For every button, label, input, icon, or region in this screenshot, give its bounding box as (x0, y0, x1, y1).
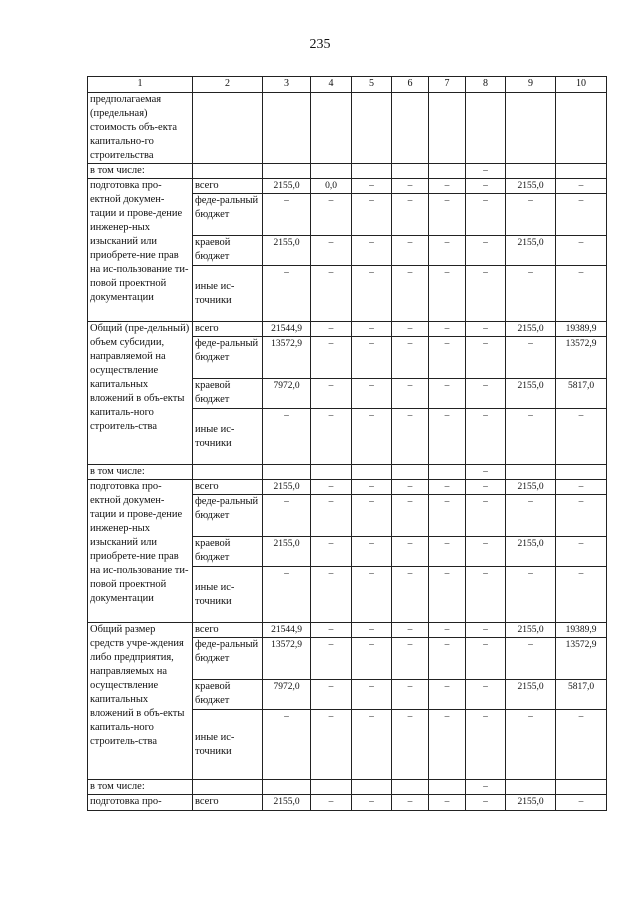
indicator-label: Общий размер средств учре-ждения либо предприятия, направляемых на осуществление капитальных вложений в объ-екты капиталь-ного строитель-ства (88, 623, 193, 780)
table-cell: – (506, 194, 556, 236)
table-cell: – (429, 236, 466, 266)
subtotal-label: в том числе: (88, 164, 193, 179)
funding-source: иные ис-точники (193, 567, 263, 623)
table-cell: – (429, 179, 466, 194)
table-cell: – (311, 680, 352, 710)
table-cell: – (311, 623, 352, 638)
table-cell: – (352, 194, 392, 236)
header-cell: 7 (429, 77, 466, 93)
table-cell: – (263, 495, 311, 537)
table-cell: – (311, 337, 352, 379)
table-cell: – (429, 194, 466, 236)
table-cell: – (429, 266, 466, 322)
table-cell: – (392, 710, 429, 780)
table-row (88, 623, 607, 638)
table-cell: 5817,0 (556, 680, 607, 710)
table-cell: – (263, 194, 311, 236)
table-cell: – (506, 710, 556, 780)
table-cell: – (263, 567, 311, 623)
table-cell: – (429, 680, 466, 710)
table-cell: – (506, 638, 556, 680)
table-cell: 13572,9 (263, 337, 311, 379)
table-cell: – (311, 795, 352, 811)
table-cell: – (352, 322, 392, 337)
table-cell: 19389,9 (556, 322, 607, 337)
table-cell: – (352, 638, 392, 680)
table-cell: – (466, 495, 506, 537)
table-cell: – (311, 710, 352, 780)
table-cell: – (466, 795, 506, 811)
funding-source: феде-ральный бюджет (193, 638, 263, 680)
table-cell: – (556, 480, 607, 495)
table-cell: – (429, 409, 466, 465)
table-cell: – (392, 537, 429, 567)
header-row (88, 77, 607, 93)
table-cell: – (311, 379, 352, 409)
funding-source: феде-ральный бюджет (193, 495, 263, 537)
table-cell: 2155,0 (506, 236, 556, 266)
table-row (88, 164, 607, 179)
header-cell: 6 (392, 77, 429, 93)
table-cell: 2155,0 (506, 623, 556, 638)
indicator-label: подготовка про- (88, 795, 193, 811)
table-cell: – (352, 680, 392, 710)
table-cell: – (506, 337, 556, 379)
table-cell: 13572,9 (263, 638, 311, 680)
table-cell: – (392, 236, 429, 266)
table-cell: – (429, 537, 466, 567)
table-cell: – (392, 480, 429, 495)
table-cell: 13572,9 (556, 337, 607, 379)
table-cell: – (429, 480, 466, 495)
table-cell: – (429, 638, 466, 680)
table-cell: – (429, 495, 466, 537)
indicator-label: предполагаемая (предельная) стоимость объ-екта капитально-го строительства (88, 93, 193, 164)
table-cell: – (556, 194, 607, 236)
table-cell: – (352, 710, 392, 780)
header-cell: 1 (88, 77, 193, 93)
table-row (88, 795, 607, 811)
table-cell: – (392, 495, 429, 537)
header-cell: 3 (263, 77, 311, 93)
table-cell: – (392, 337, 429, 379)
funding-source: всего (193, 480, 263, 495)
table-cell: – (311, 266, 352, 322)
table-cell: – (352, 623, 392, 638)
table-row (88, 93, 607, 164)
table-cell: – (466, 379, 506, 409)
table-cell: – (352, 567, 392, 623)
table-cell: – (466, 710, 506, 780)
table-cell: – (556, 266, 607, 322)
table-cell: – (352, 495, 392, 537)
table-cell: 2155,0 (263, 179, 311, 194)
table-cell: – (466, 780, 506, 795)
indicator-label: Общий (пре-дельный) объем субсидии, направляемой на осуществление капитальных вложений в объ-екты капиталь-ного строитель-ства (88, 322, 193, 465)
table-cell: 7972,0 (263, 680, 311, 710)
table-cell: 2155,0 (506, 480, 556, 495)
header-cell: 2 (193, 77, 263, 93)
table-cell: – (506, 567, 556, 623)
header-cell: 4 (311, 77, 352, 93)
table-cell: – (352, 266, 392, 322)
subtotal-label: в том числе: (88, 465, 193, 480)
table-cell: – (556, 236, 607, 266)
table-cell: – (392, 409, 429, 465)
table-row (88, 480, 607, 495)
table-cell: – (429, 322, 466, 337)
funding-source: всего (193, 795, 263, 811)
table-cell: – (429, 567, 466, 623)
table-cell: – (352, 537, 392, 567)
table-cell: – (311, 322, 352, 337)
table-cell: – (352, 179, 392, 194)
funding-source: иные ис-точники (193, 710, 263, 780)
table-cell: 2155,0 (506, 537, 556, 567)
funding-source: краевой бюджет (193, 680, 263, 710)
table-cell: – (466, 266, 506, 322)
funding-source: краевой бюджет (193, 537, 263, 567)
table-cell: – (556, 710, 607, 780)
funding-source: всего (193, 623, 263, 638)
header-cell: 9 (506, 77, 556, 93)
table-cell: – (263, 409, 311, 465)
header-cell: 10 (556, 77, 607, 93)
table-cell: – (466, 337, 506, 379)
table-cell: – (352, 236, 392, 266)
table-cell: – (311, 638, 352, 680)
table-cell: – (466, 164, 506, 179)
table-cell: 21544,9 (263, 322, 311, 337)
table-cell: – (392, 266, 429, 322)
financing-table (87, 76, 607, 811)
table-cell: – (429, 623, 466, 638)
funding-source: краевой бюджет (193, 379, 263, 409)
funding-source: феде-ральный бюджет (193, 194, 263, 236)
table-cell: – (392, 567, 429, 623)
table-cell: – (556, 409, 607, 465)
table-cell: – (311, 480, 352, 495)
table-cell: – (466, 194, 506, 236)
table-cell: – (466, 567, 506, 623)
table-row (88, 780, 607, 795)
indicator-label: подготовка про-ектной докумен-тации и прове-дение инженер-ных изысканий или приобрете-ние прав на ис-пользование ти-повой проектной документации (88, 179, 193, 322)
table-cell: – (556, 795, 607, 811)
table-cell: – (311, 194, 352, 236)
table-cell: 2155,0 (263, 537, 311, 567)
table-cell: – (466, 465, 506, 480)
table-cell: – (466, 409, 506, 465)
table-cell: – (392, 194, 429, 236)
funding-source: иные ис-точники (193, 266, 263, 322)
table-cell: 2155,0 (506, 179, 556, 194)
table-cell: – (466, 537, 506, 567)
funding-source: краевой бюджет (193, 236, 263, 266)
table-cell: 0,0 (311, 179, 352, 194)
table-cell: – (506, 266, 556, 322)
table-row (88, 179, 607, 194)
indicator-label: подготовка про-ектной докумен-тации и прове-дение инженер-ных изысканий или приобрете-ние прав на ис-пользование ти-повой проектной документации (88, 480, 193, 623)
table-cell: – (556, 495, 607, 537)
table-cell: – (392, 795, 429, 811)
header-cell: 8 (466, 77, 506, 93)
table-cell: – (311, 567, 352, 623)
table-cell: – (466, 480, 506, 495)
table-cell: – (352, 409, 392, 465)
table-cell: – (429, 710, 466, 780)
table-cell: 2155,0 (506, 795, 556, 811)
table-cell: – (352, 337, 392, 379)
table-cell: – (506, 495, 556, 537)
funding-source: иные ис-точники (193, 409, 263, 465)
table-cell: – (429, 379, 466, 409)
table-cell: – (556, 537, 607, 567)
table-cell: – (311, 495, 352, 537)
table-cell: 21544,9 (263, 623, 311, 638)
table-cell: – (311, 409, 352, 465)
table-cell: – (466, 179, 506, 194)
funding-source: всего (193, 179, 263, 194)
table-cell: – (466, 236, 506, 266)
table-cell: – (392, 638, 429, 680)
page-number: 235 (309, 37, 331, 52)
table-cell: 2155,0 (263, 480, 311, 495)
table-row (88, 465, 607, 480)
table-cell: – (392, 322, 429, 337)
table-cell: 2155,0 (506, 322, 556, 337)
table-cell: 2155,0 (263, 236, 311, 266)
table-row (88, 322, 607, 337)
table-cell: 19389,9 (556, 623, 607, 638)
table-cell: – (392, 179, 429, 194)
funding-source: феде-ральный бюджет (193, 337, 263, 379)
table-cell: – (506, 409, 556, 465)
table-cell: – (311, 537, 352, 567)
table-cell: – (392, 379, 429, 409)
table-cell: – (263, 266, 311, 322)
table-cell: – (556, 179, 607, 194)
table-cell: 5817,0 (556, 379, 607, 409)
funding-source: всего (193, 322, 263, 337)
table-cell: – (392, 623, 429, 638)
table-cell: – (392, 680, 429, 710)
header-cell: 5 (352, 77, 392, 93)
table-cell: – (466, 638, 506, 680)
table-cell: 2155,0 (506, 379, 556, 409)
table-cell: – (466, 623, 506, 638)
table-cell: – (466, 322, 506, 337)
table-cell: 2155,0 (263, 795, 311, 811)
table-cell: – (352, 379, 392, 409)
table-cell: – (352, 795, 392, 811)
table-cell: 7972,0 (263, 379, 311, 409)
table-cell: – (429, 337, 466, 379)
table-cell: – (556, 567, 607, 623)
table-cell: – (263, 710, 311, 780)
table-cell: – (429, 795, 466, 811)
table-cell: – (352, 480, 392, 495)
table-cell: – (311, 236, 352, 266)
subtotal-label: в том числе: (88, 780, 193, 795)
table-cell: 2155,0 (506, 680, 556, 710)
table-cell: – (466, 680, 506, 710)
table-cell: 13572,9 (556, 638, 607, 680)
